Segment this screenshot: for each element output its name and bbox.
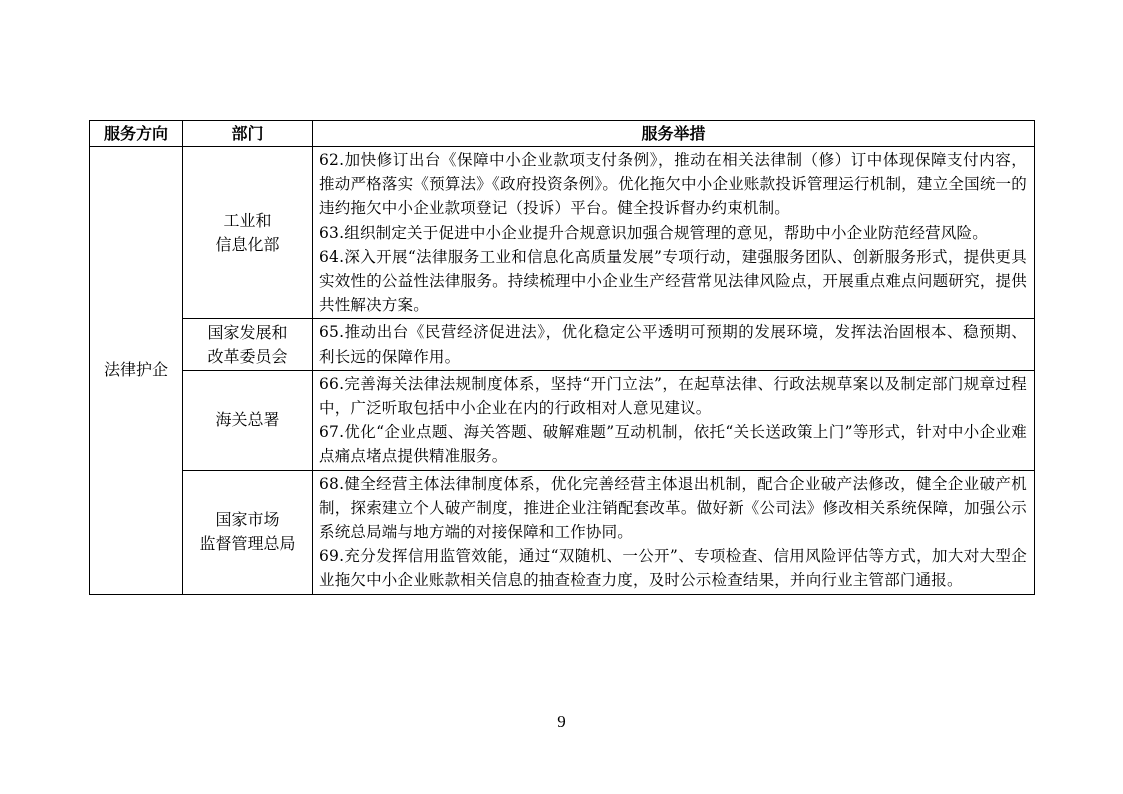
service-direction-cell: 法律护企 (90, 147, 183, 595)
table-body (90, 147, 1035, 595)
table-row (90, 470, 1035, 594)
department-cell (183, 470, 313, 594)
department-cell (183, 319, 313, 370)
department-cell (183, 370, 313, 470)
page-number: 9 (557, 712, 566, 731)
header-service-direction: 服务方向 (90, 121, 183, 147)
department-cell (183, 147, 313, 319)
measures-cell (313, 319, 1035, 370)
measures-cell (313, 147, 1035, 319)
measure-item: 67.优化“企业点题、海关答题、破解难题”互动机制，依托“关长送政策上门”等形式，针对中小企业难点痛点堵点提供精准服务。 (319, 423, 1027, 466)
measure-item: 69.充分发挥信用监管效能，通过“双随机、一公开”、专项检查、信用风险评估等方式，加大对大型企业拖欠中小企业账款相关信息的抽查检查力度，及时公示检查结果，并向行业主管部门通报。 (319, 547, 1027, 590)
measure-item: 65.推动出台《民营经济促进法》，优化稳定公平透明可预期的发展环境，发挥法治固根本、稳预期、利长远的保障作用。 (319, 323, 1027, 366)
service-measures-table (89, 120, 1035, 595)
measure-item: 63.组织制定关于促进中小企业提升合规意识加强合规管理的意见，帮助中小企业防范经营风险。 (319, 223, 988, 242)
measure-item: 68.健全经营主体法律制度体系，优化完善经营主体退出机制，配合企业破产法修改，健全企业破产机制，探索建立个人破产制度，推进企业注销配套改革。做好新《公司法》修改相关系统保障，加强公示系统总局端与地方端的对接保障和工作协同。 (319, 474, 1027, 542)
table-row (90, 147, 1035, 319)
table-header-row (90, 121, 1035, 147)
measure-item: 64.深入开展“法律服务工业和信息化高质量发展”专项行动，建强服务团队、创新服务形式，提供更具实效性的公益性法律服务。持续梳理中小企业生产经营常见法律风险点，开展重点难点问题研究，提供共性解决方案。 (319, 247, 1027, 315)
department-name-line: 工业和 (223, 210, 272, 230)
measures-cell (313, 370, 1035, 470)
department-name-line: 监督管理总局 (199, 534, 296, 554)
table-row (90, 319, 1035, 370)
measure-item: 66.完善海关法律法规制度体系，坚持“开门立法”，在起草法律、行政法规草案以及制定部门规章过程中，广泛听取包括中小企业在内的行政相对人意见建议。 (319, 374, 1027, 418)
table-row (90, 370, 1035, 470)
department-name-line: 海关总署 (215, 410, 280, 430)
department-name-line: 国家发展和 (207, 322, 288, 342)
department-name-line: 国家市场 (215, 510, 280, 530)
header-service-measures: 服务举措 (313, 121, 1035, 147)
department-name-line: 改革委员会 (207, 346, 288, 366)
measure-item: 62.加快修订出台《保障中小企业款项支付条例》，推动在相关法律制（修）订中体现保障支付内容，推动严格落实《预算法》《政府投资条例》。优化拖欠中小企业账款投诉管理运行机制，建立全国统一的违约拖欠中小企业款项登记（投诉）平台。健全投诉督办约束机制。 (319, 151, 1027, 218)
department-name-line: 信息化部 (215, 234, 280, 254)
header-department: 部门 (183, 121, 313, 147)
measures-cell (313, 470, 1035, 594)
